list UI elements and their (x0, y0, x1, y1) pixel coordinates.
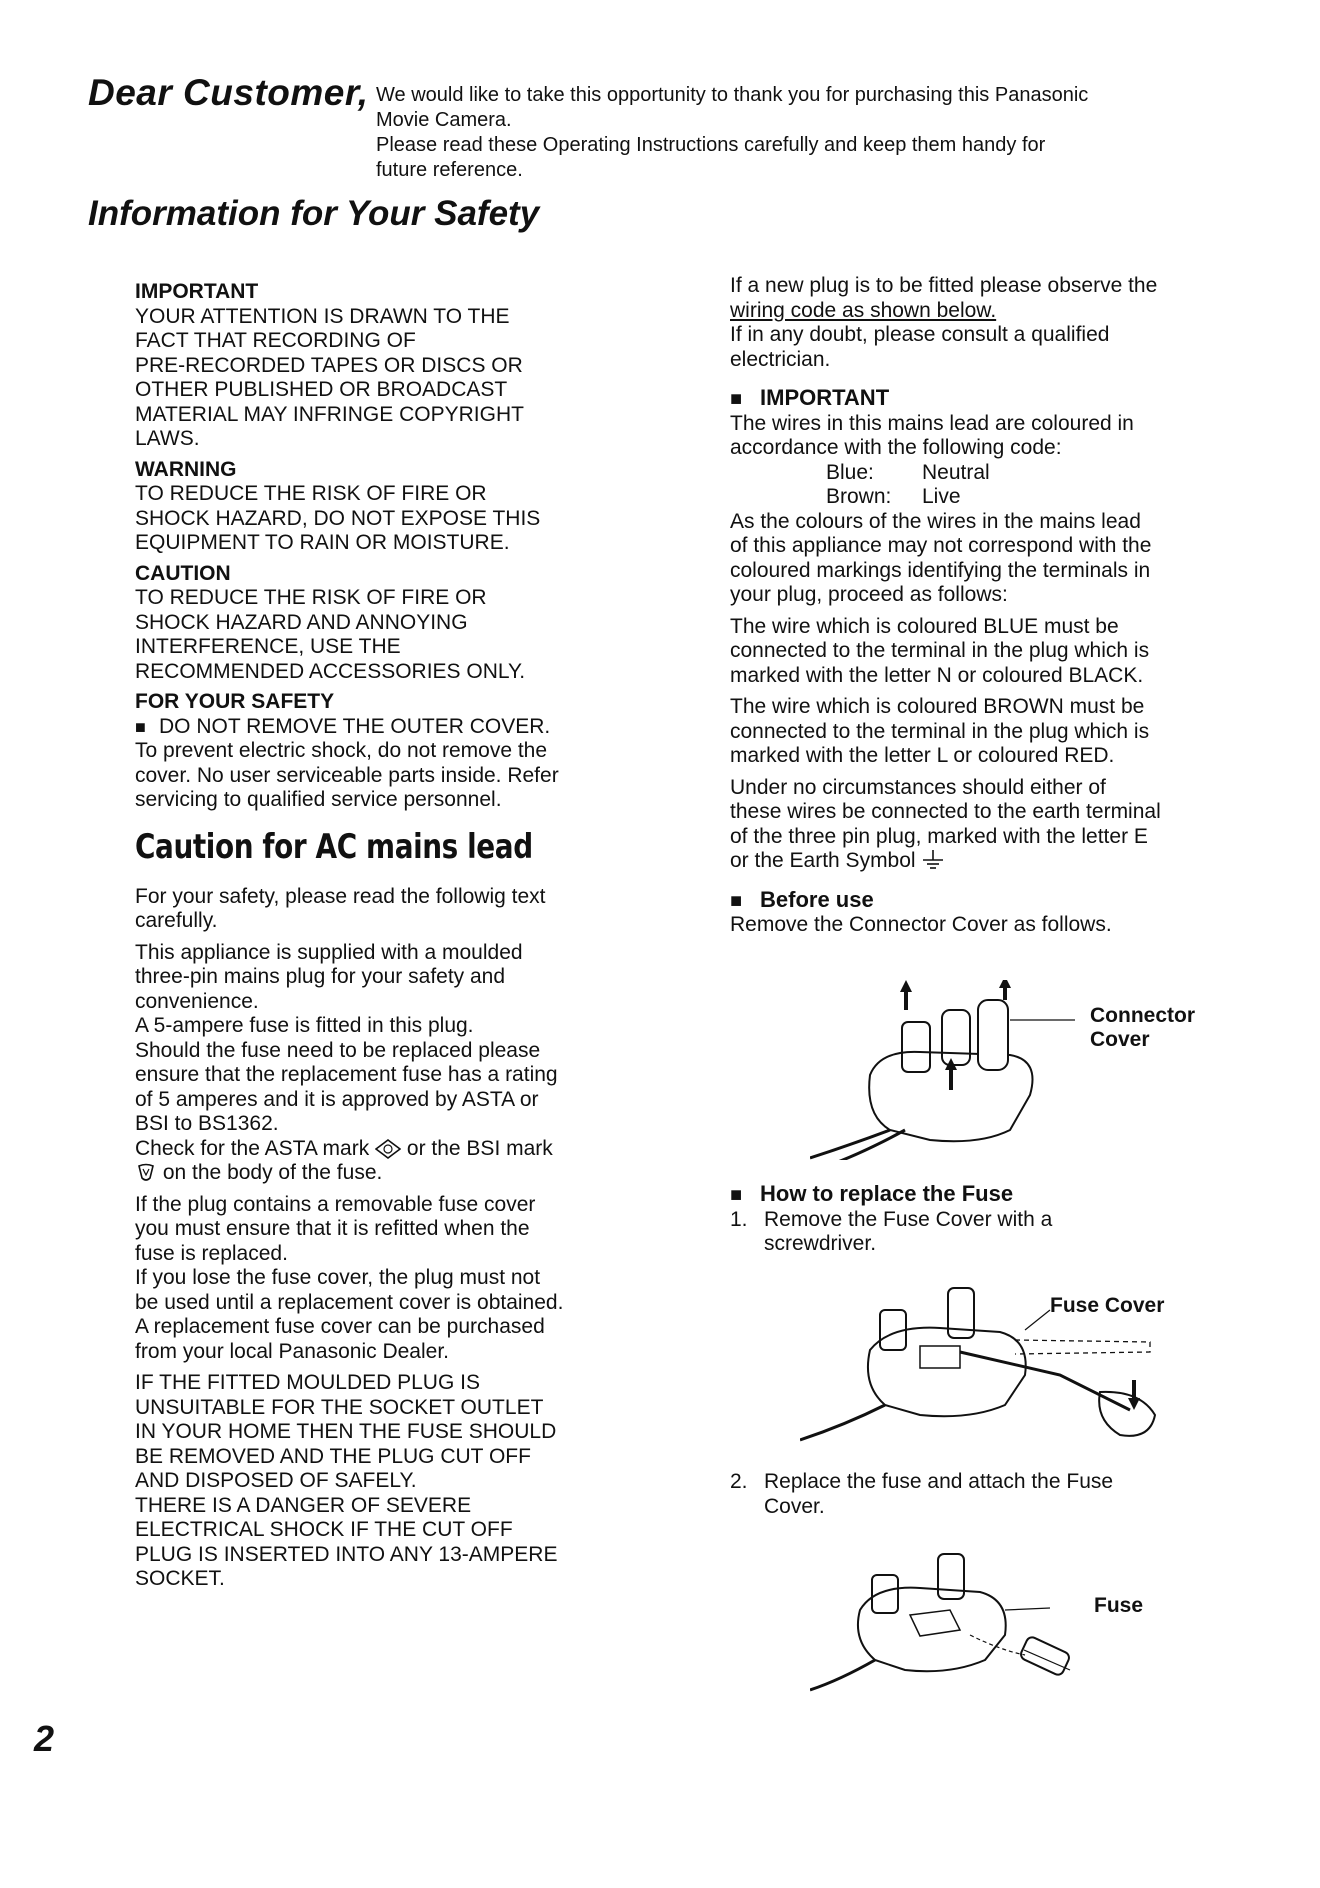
caution-line: RECOMMENDED ACCESSORIES ONLY. (135, 659, 526, 683)
wire-para-line: your plug, proceed as follows: (730, 583, 1008, 606)
caution-line: SHOCK HAZARD AND ANNOYING (135, 610, 468, 634)
ac-para-line: fuse is replaced. (135, 1241, 288, 1265)
page-number: 2 (34, 1718, 55, 1759)
wire-para-line: marked with the letter N or coloured BLACK. (730, 663, 1144, 687)
earth-line (730, 849, 1250, 874)
important-line: The wires in this mains lead are coloured in (730, 411, 1134, 435)
intro-line: We would like to take this opportunity to thank you for purchasing this Panasonic (376, 84, 1089, 106)
plug-line-underlined: wiring code as shown below. (730, 298, 997, 322)
safety-line: cover. No user serviceable parts inside. Refer (135, 763, 559, 787)
step-1-cont: screwdriver. (764, 1232, 877, 1255)
left-column (135, 274, 635, 1592)
connector-cover-label (1090, 1004, 1195, 1052)
fuse-illustration (810, 1540, 1110, 1700)
before-use-line: Remove the Connector Cover as follows. (730, 913, 1112, 936)
wire-para-line: of the three pin plug, marked with the letter E (730, 824, 1148, 848)
section-title: Information for Your Safety (88, 194, 540, 233)
important-heading: IMPORTANT (135, 280, 259, 303)
asta-text: Check for the ASTA mark (135, 1136, 370, 1160)
earth-text: or the Earth Symbol (730, 849, 916, 872)
wire-para-line: The wire which is coloured BLUE must be (730, 614, 1119, 638)
ac-caps-line: IN YOUR HOME THEN THE FUSE SHOULD (135, 1420, 557, 1443)
plug-line: electrician. (730, 347, 831, 371)
earth-symbol-icon (921, 849, 945, 871)
safety-bullet: ■ DO NOT REMOVE THE OUTER COVER. (135, 715, 635, 740)
warning-line: EQUIPMENT TO RAIN OR MOISTURE. (135, 531, 510, 554)
ac-para-line: If you lose the fuse cover, the plug must not (135, 1266, 541, 1289)
ac-para-line: This appliance is supplied with a moulded (135, 940, 523, 964)
safety-line: To prevent electric shock, do not remove the (135, 739, 548, 762)
plug-line: If in any doubt, please consult a qualified (730, 323, 1110, 346)
wire-color: Blue: (826, 460, 874, 484)
warning-heading: WARNING (135, 457, 237, 481)
fuse-cover-label: Fuse Cover (1050, 1294, 1165, 1317)
fuse-label: Fuse (1094, 1594, 1144, 1617)
important-line: PRE-RECORDED TAPES OR DISCS OR (135, 353, 523, 377)
ac-para-line: you must ensure that it is refitted when the (135, 1217, 530, 1240)
caution-line: INTERFERENCE, USE THE (135, 635, 401, 658)
before-use-heading: ■ Before use (730, 888, 1250, 914)
wire-para-line: coloured markings identifying the terminals in (730, 558, 1151, 582)
caution-heading: CAUTION (135, 561, 231, 585)
ac-caps-line: SOCKET. (135, 1567, 225, 1590)
wire-code-brown (730, 485, 1250, 510)
wire-meaning: Live (922, 485, 961, 508)
ac-para-line: be used until a replacement cover is obtained. (135, 1290, 564, 1314)
step-number: 1. (730, 1207, 748, 1231)
ac-para-line: A replacement fuse cover can be purchased (135, 1315, 545, 1338)
wire-para-line: connected to the terminal in the plug which is (730, 719, 1150, 743)
ac-para-line: A 5-ampere fuse is fitted in this plug. (135, 1014, 474, 1037)
important-line: MATERIAL MAY INFRINGE COPYRIGHT (135, 402, 524, 426)
connector-cover-illustration (810, 980, 1110, 1160)
bsi-text: or the BSI mark (406, 1136, 553, 1160)
important-line: FACT THAT RECORDING OF (135, 329, 416, 352)
wire-para-line: of this appliance may not correspond with the (730, 534, 1152, 557)
bsi-line-text: on the body of the fuse. (162, 1161, 383, 1184)
ac-para-line: from your local Panasonic Dealer. (135, 1339, 449, 1363)
bsi-kitemark-icon (135, 1163, 157, 1183)
ac-caps-line: UNSUITABLE FOR THE SOCKET OUTLET (135, 1395, 544, 1419)
step-2 (730, 1470, 1250, 1495)
step-text: Remove the Fuse Cover with a (764, 1207, 1053, 1231)
ac-caps-line: THERE IS A DANGER OF SEVERE (135, 1493, 472, 1517)
greeting-heading: Dear Customer, (88, 72, 369, 113)
wire-para-line: marked with the letter L or coloured RED. (730, 744, 1115, 767)
connector-cover-label-line: Cover (1090, 1028, 1150, 1051)
replace-fuse-heading: ■ How to replace the Fuse (730, 1182, 1250, 1208)
important-line: LAWS. (135, 427, 200, 450)
asta-line (135, 1137, 635, 1162)
replace-fuse-section (730, 1182, 1250, 1257)
ac-intro-line: carefully. (135, 909, 218, 932)
ac-caps-line: ELECTRICAL SHOCK IF THE CUT OFF (135, 1518, 513, 1541)
warning-line: SHOCK HAZARD, DO NOT EXPOSE THIS (135, 506, 541, 530)
safety-heading: FOR YOUR SAFETY (135, 690, 335, 713)
ac-para-line: If the plug contains a removable fuse cover (135, 1192, 536, 1216)
bsi-line (135, 1161, 635, 1186)
ac-para-line: convenience. (135, 989, 259, 1013)
step-text: Replace the fuse and attach the Fuse (764, 1470, 1114, 1493)
wire-meaning: Neutral (922, 460, 990, 484)
step-number: 2. (730, 1470, 748, 1493)
ac-para-line: Should the fuse need to be replaced please (135, 1038, 541, 1062)
step-2-cont: Cover. (764, 1494, 825, 1518)
intro-text (376, 83, 1276, 183)
connector-cover-label-line: Connector (1090, 1004, 1195, 1027)
ac-caps-line: PLUG IS INSERTED INTO ANY 13-AMPERE (135, 1542, 558, 1566)
intro-line: Movie Camera. (376, 109, 512, 131)
important-line: YOUR ATTENTION IS DRAWN TO THE (135, 304, 510, 328)
wire-para-line: connected to the terminal in the plug which is (730, 639, 1150, 662)
wire-para-line: As the colours of the wires in the mains lead (730, 509, 1141, 533)
ac-para-line: BSI to BS1362. (135, 1112, 279, 1135)
ac-intro-line: For your safety, please read the followig text (135, 884, 546, 908)
wire-color: Brown: (826, 485, 892, 508)
wire-para-line: The wire which is coloured BROWN must be (730, 695, 1145, 718)
step-2-section (730, 1470, 1250, 1519)
ac-caps-line: AND DISPOSED OF SAFELY. (135, 1469, 417, 1492)
asta-mark-icon (375, 1139, 401, 1159)
ac-para-line: of 5 amperes and it is approved by ASTA or (135, 1087, 539, 1111)
plug-line: If a new plug is to be fitted please observe the (730, 274, 1158, 297)
wire-code-blue (730, 461, 1250, 486)
ac-para-line: three-pin mains plug for your safety and (135, 965, 506, 988)
wire-para-line: these wires be connected to the earth terminal (730, 800, 1161, 823)
ac-caps-line: BE REMOVED AND THE PLUG CUT OFF (135, 1444, 531, 1468)
step-1 (730, 1208, 1250, 1233)
ac-para-line: ensure that the replacement fuse has a rating (135, 1063, 558, 1086)
important-line: OTHER PUBLISHED OR BROADCAST (135, 378, 508, 401)
important-line: accordance with the following code: (730, 436, 1062, 459)
ac-caps-line: IF THE FITTED MOULDED PLUG IS (135, 1371, 480, 1394)
ac-mains-title: Caution for AC mains lead (135, 826, 533, 867)
right-column (730, 274, 1250, 938)
intro-line: Please read these Operating Instructions carefully and keep them handy for (376, 134, 1046, 156)
caution-line: TO REDUCE THE RISK OF FIRE OR (135, 586, 487, 609)
wire-para-line: Under no circumstances should either of (730, 775, 1106, 799)
important-heading-right: ■ IMPORTANT (730, 386, 1250, 412)
safety-line: servicing to qualified service personnel. (135, 788, 502, 811)
warning-line: TO REDUCE THE RISK OF FIRE OR (135, 482, 487, 505)
intro-line: future reference. (376, 159, 523, 181)
